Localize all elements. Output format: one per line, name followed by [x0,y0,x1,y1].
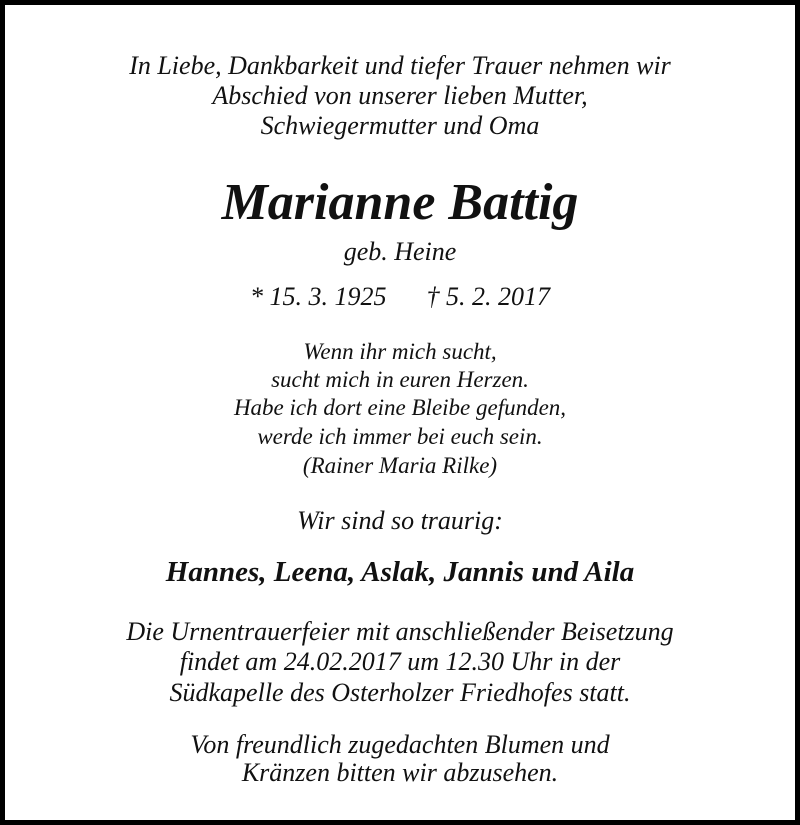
poem-line: sucht mich in euren Herzen. [271,367,529,392]
deceased-name: Marianne Battig [221,174,579,231]
mourners: Hannes, Leena, Aslak, Jannis und Aila [165,556,635,588]
maiden-name: geb. Heine [343,237,457,266]
poem-line: werde ich immer bei euch sein. [257,424,543,449]
closing-line: Von freundlich zugedachten Blumen und [190,730,610,759]
closing-line: Kränzen bitten wir abzusehen. [241,758,559,787]
poem-line: Habe ich dort eine Bleibe gefunden, [233,395,567,420]
dates [5,282,795,312]
ceremony-line: Südkapelle des Osterholzer Friedhofes statt. [169,678,631,707]
mourners-intro: Wir sind so traurig: [297,506,503,535]
death-date: † 5. 2. 2017 [426,282,550,311]
ceremony-line: Die Urnentrauerfeier mit anschließender Beisetzung [126,617,674,646]
poem-line: Wenn ihr mich sucht, [303,339,497,364]
intro-line: Abschied von unserer lieben Mutter, [212,81,588,110]
poem-author: (Rainer Maria Rilke) [302,453,498,478]
intro-line: In Liebe, Dankbarkeit und tiefer Trauer nehmen wir [129,51,671,80]
intro-line: Schwiegermutter und Oma [260,111,540,140]
birth-date: * 15. 3. 1925 [250,282,387,311]
ceremony-line: findet am 24.02.2017 um 12.30 Uhr in der [179,647,621,676]
